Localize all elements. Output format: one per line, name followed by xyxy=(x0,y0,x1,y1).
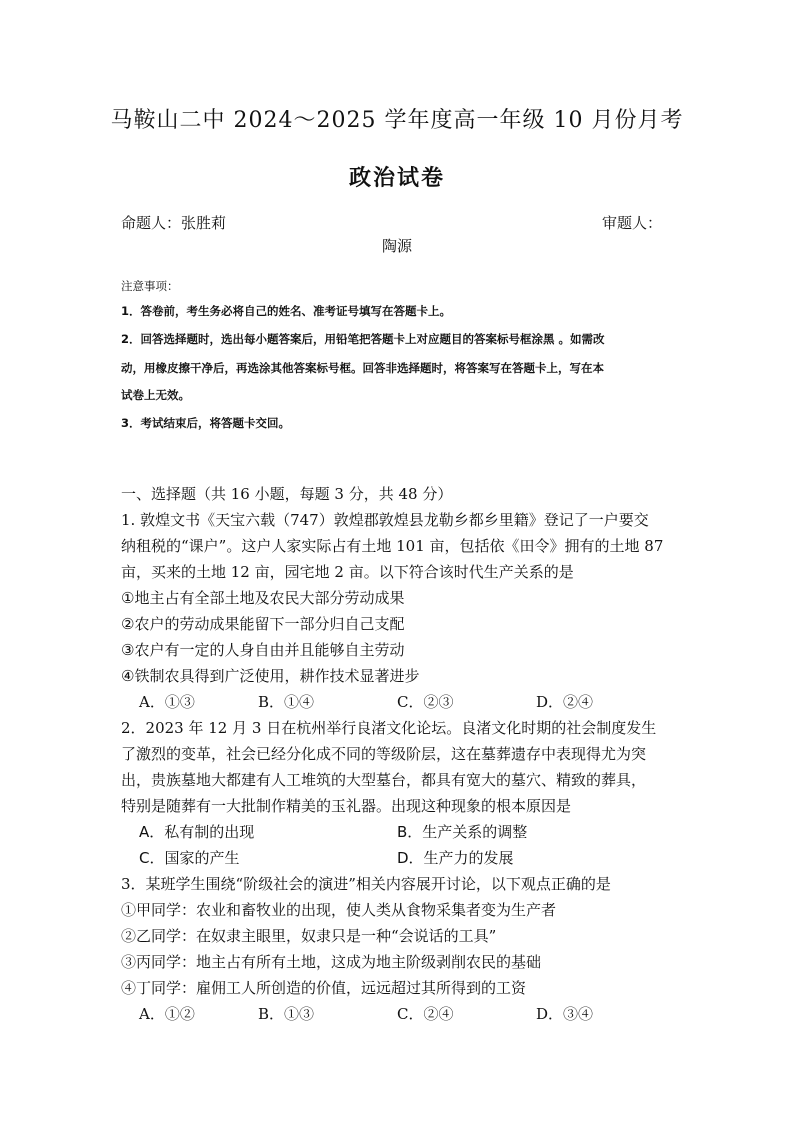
q2-stem-line-4: 特别是随葬有一大批制作精美的玉礼器。出现这种现象的根本原因是 xyxy=(121,797,572,815)
q3-statement-2: ②乙同学：在奴隶主眼里，奴隶只是一种“会说话的工具” xyxy=(121,927,497,945)
q1-option-a: A．①③ xyxy=(139,693,195,711)
q1-option-c: C．②③ xyxy=(397,693,454,711)
q2-option-c: C．国家的产生 xyxy=(139,849,240,867)
q3-statement-3: ③丙同学：地主占有所有土地，这成为地主阶级剥削农民的基础 xyxy=(121,953,542,971)
note-item-3: 3．考试结束后，将答题卡交回。 xyxy=(121,416,290,430)
q1-option-d: D．②④ xyxy=(536,693,594,711)
q2-option-b: B．生产关系的调整 xyxy=(397,823,528,841)
note-item-1: 1．答卷前，考生务必将自己的姓名、准考证号填写在答题卡上。 xyxy=(121,304,451,318)
note-item-2-line-2: 动，用橡皮擦干净后，再选涂其他答案标号框。回答非选择题时，将答案写在答题卡上，写在本 xyxy=(121,361,604,375)
q3-option-a: A．①② xyxy=(139,1005,195,1023)
q3-option-c: C．②④ xyxy=(397,1005,454,1023)
reviewer-label: 审题人： xyxy=(602,214,663,232)
note-item-2-line-3: 试卷上无效。 xyxy=(121,388,190,402)
q1-statement-3: ③农户有一定的人身自由并且能够自主劳动 xyxy=(121,641,405,659)
q2-option-a: A．私有制的出现 xyxy=(139,823,255,841)
q3-stem-line-1: 3．某班学生围绕“阶级社会的演进”相关内容展开讨论，以下观点正确的是 xyxy=(121,875,611,893)
note-item-2-line-1: 2．回答选择题时，选出每小题答案后，用铅笔把答题卡上对应题目的答案标号框涂黑 。如需改 xyxy=(121,332,605,346)
q1-statement-1: ①地主占有全部土地及农民大部分劳动成果 xyxy=(121,589,405,607)
q2-stem-line-3: 出，贵族墓地大都建有人工堆筑的大型墓台，都具有宽大的墓穴、精致的葬具， xyxy=(121,771,647,789)
section-heading: 一、选择题（共 16 小题，每题 3 分，共 48 分） xyxy=(121,485,453,503)
q1-option-b: B．①④ xyxy=(258,693,315,711)
reviewer-name: 陶源 xyxy=(381,237,412,255)
q3-statement-4: ④丁同学：雇佣工人所创造的价值，远远超过其所得到的工资 xyxy=(121,979,527,997)
exam-title: 马鞍山二中 2024～2025 学年度高一年级 10 月份月考 xyxy=(110,108,684,133)
q1-stem-line-3: 亩，买来的土地 12 亩，园宅地 2 亩。以下符合该时代生产关系的是 xyxy=(121,563,574,581)
q3-statement-1: ①甲同学：农业和畜牧业的出现，使人类从食物采集者变为生产者 xyxy=(121,901,557,919)
notes-heading: 注意事项： xyxy=(121,279,179,293)
q2-option-d: D．生产力的发展 xyxy=(397,849,514,867)
author-label: 命题人：张胜莉 xyxy=(121,214,227,232)
q3-option-b: B．①③ xyxy=(258,1005,315,1023)
q1-statement-4: ④铁制农具得到广泛使用，耕作技术显著进步 xyxy=(121,667,420,685)
exam-subtitle: 政治试卷 xyxy=(348,165,445,191)
q1-statement-2: ②农户的劳动成果能留下一部分归自己支配 xyxy=(121,615,405,633)
q2-stem-line-2: 了激烈的变革，社会已经分化成不同的等级阶层，这在墓葬遗存中表现得尤为突 xyxy=(121,745,647,763)
q2-stem-line-1: 2．2023 年 12 月 3 日在杭州举行良渚文化论坛。良渚文化时期的社会制度发生 xyxy=(121,719,657,737)
q1-stem-line-1: 1. 敦煌文书《天宝六载（747）敦煌郡敦煌县龙勒乡都乡里籍》登记了一户要交 xyxy=(121,511,649,529)
q3-option-d: D．③④ xyxy=(536,1005,594,1023)
q1-stem-line-2: 纳租税的“课户”。这户人家实际占有土地 101 亩，包括依《田令》拥有的土地 87 xyxy=(121,537,664,555)
